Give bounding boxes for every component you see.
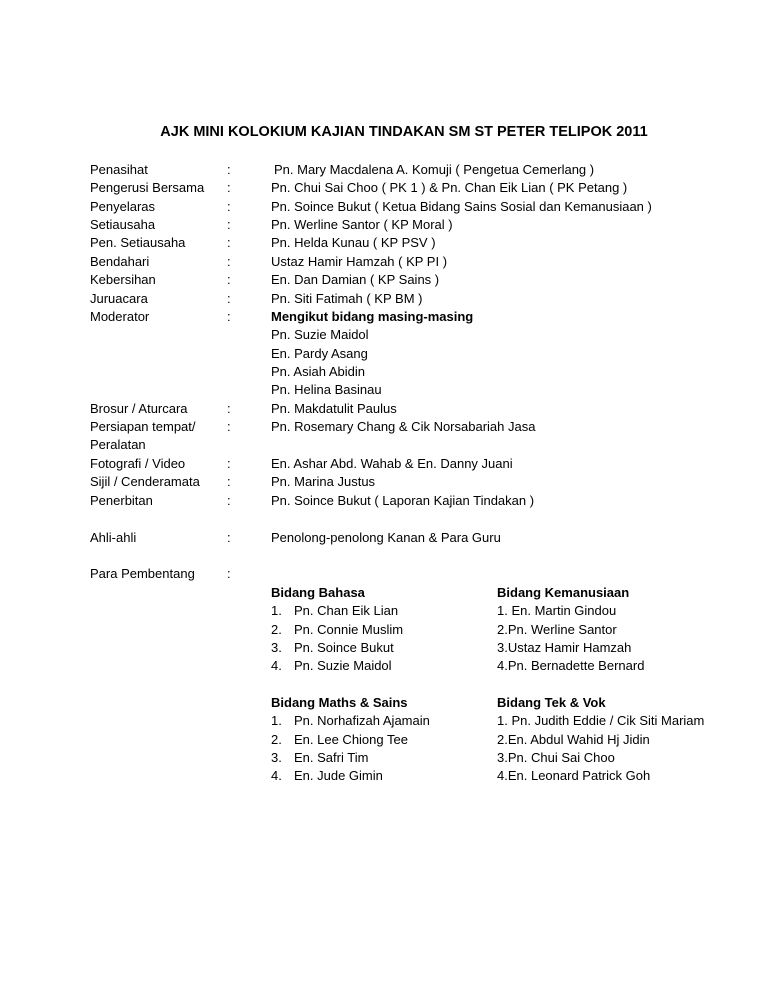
list-item: 1. En. Martin Gindou	[497, 603, 617, 619]
group-heading: Bidang Tek & Vok	[497, 695, 606, 710]
separator: :	[227, 180, 231, 195]
role-label: Ahli-ahli	[90, 530, 137, 545]
role-label: Para Pembentang	[90, 566, 195, 581]
role-label: Setiausaha	[90, 217, 156, 232]
member-value: Pn. Marina Justus	[271, 474, 376, 489]
list-item: 1. Pn. Judith Eddie / Cik Siti Mariam	[497, 713, 705, 729]
list-item: 1. Pn. Chan Eik Lian	[271, 603, 399, 619]
group-heading: Bidang Kemanusiaan	[497, 585, 630, 600]
member-value: En. Dan Damian ( KP Sains )	[271, 272, 440, 287]
role-label: Penyelaras	[90, 199, 156, 214]
separator: :	[227, 162, 231, 177]
member-value: Pn. Helina Basinau	[271, 382, 382, 397]
list-item: 3.Pn. Chui Sai Choo	[497, 749, 615, 765]
separator: :	[227, 566, 231, 581]
member-value: Pn. Asiah Abidin	[271, 364, 365, 379]
separator: :	[227, 401, 231, 416]
separator: :	[227, 235, 231, 250]
list-item: 4.Pn. Bernadette Bernard	[497, 658, 645, 674]
role-label: Juruacara	[90, 291, 148, 306]
member-value: Pn. Mary Macdalena A. Komuji ( Pengetua Cemerlang )	[274, 162, 595, 177]
group-heading: Bidang Maths & Sains	[271, 695, 408, 710]
group-heading: Bidang Bahasa	[271, 585, 365, 600]
role-label: Pengerusi Bersama	[90, 180, 205, 195]
list-item: 2. En. Lee Chiong Tee	[271, 731, 408, 747]
separator: :	[227, 199, 231, 214]
separator: :	[227, 217, 231, 232]
member-value: Pn. Werline Santor ( KP Moral )	[271, 217, 453, 232]
role-label: Kebersihan	[90, 272, 156, 287]
list-item: 2.Pn. Werline Santor	[497, 621, 617, 637]
role-label: Persiapan tempat/	[90, 419, 196, 434]
role-label: Pen. Setiausaha	[90, 235, 186, 250]
member-value: Pn. Soince Bukut ( Laporan Kajian Tindakan )	[271, 493, 535, 508]
member-value: Pn. Rosemary Chang & Cik Norsabariah Jasa	[271, 419, 536, 434]
list-item: 4.En. Leonard Patrick Goh	[497, 768, 651, 784]
separator: :	[227, 530, 231, 545]
role-label: Bendahari	[90, 254, 150, 269]
member-value: Pn. Siti Fatimah ( KP BM )	[271, 291, 423, 306]
separator: :	[227, 419, 231, 434]
member-value: Ustaz Hamir Hamzah ( KP PI )	[271, 254, 448, 269]
separator: :	[227, 456, 231, 471]
role-label: Penasihat	[90, 162, 148, 177]
role-label: Peralatan	[90, 437, 146, 452]
separator: :	[227, 493, 231, 508]
role-label: Penerbitan	[90, 493, 153, 508]
group-bidang-tek-vok	[497, 694, 704, 785]
role-label: Brosur / Aturcara	[90, 401, 188, 416]
member-value: En. Ashar Abd. Wahab & En. Danny Juani	[271, 456, 513, 471]
role-label: Sijil / Cenderamata	[90, 474, 200, 489]
member-value: Pn. Makdatulit Paulus	[271, 401, 397, 416]
member-value: Penolong-penolong Kanan & Para Guru	[271, 530, 501, 545]
group-bidang-kemanusiaan	[497, 584, 644, 675]
member-value: Pn. Chui Sai Choo ( PK 1 ) & Pn. Chan Eik Lian ( PK Petang )	[271, 180, 628, 195]
member-value: Mengikut bidang masing-masing	[271, 309, 474, 324]
member-value: En. Pardy Asang	[271, 346, 368, 361]
list-item: 3. En. Safri Tim	[271, 749, 369, 765]
member-value: Pn. Suzie Maidol	[271, 327, 369, 342]
list-item: 2.En. Abdul Wahid Hj Jidin	[497, 731, 650, 747]
role-label: Fotografi / Video	[90, 456, 186, 471]
separator: :	[227, 272, 231, 287]
list-item: 4. Pn. Suzie Maidol	[271, 658, 392, 674]
group-bidang-bahasa	[271, 584, 403, 675]
separator: :	[227, 291, 231, 306]
separator: :	[227, 309, 231, 324]
role-label: Moderator	[90, 309, 150, 324]
separator: :	[227, 474, 231, 489]
group-bidang-maths-sains	[271, 694, 430, 785]
list-item: 3.Ustaz Hamir Hamzah	[497, 639, 632, 655]
member-value: Pn. Helda Kunau ( KP PSV )	[271, 235, 436, 250]
member-value: Pn. Soince Bukut ( Ketua Bidang Sains Sosial dan Kemanusiaan )	[271, 199, 652, 214]
separator: :	[227, 254, 231, 269]
list-item: 1. Pn. Norhafizah Ajamain	[271, 713, 430, 729]
document-title: AJK MINI KOLOKIUM KAJIAN TINDAKAN SM ST PETER TELIPOK 2011	[160, 124, 648, 140]
list-item: 4. En. Jude Gimin	[271, 768, 383, 784]
list-item: 3. Pn. Soince Bukut	[271, 639, 394, 655]
list-item: 2. Pn. Connie Muslim	[271, 621, 404, 637]
